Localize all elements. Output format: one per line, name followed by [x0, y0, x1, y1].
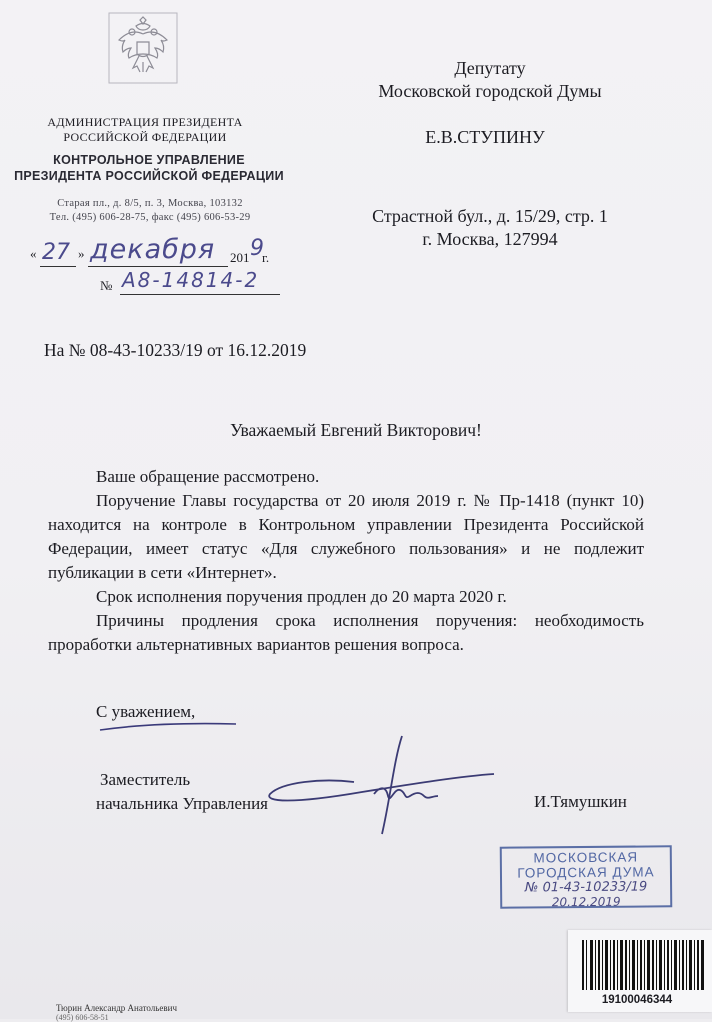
paragraph-3: Срок исполнения поручения продлен до 20 марта 2020 г. [96, 587, 507, 606]
closing: С уважением, [96, 702, 196, 721]
recipient-line-2: Московской городской Думы [378, 81, 602, 101]
outgoing-number [100, 270, 290, 296]
double-headed-eagle-emblem [108, 12, 178, 84]
recipient-address [340, 205, 640, 251]
stamp-date: 20.12.2019 [551, 894, 621, 910]
letter-body [48, 465, 644, 657]
signer-role [48, 768, 268, 816]
sender-administration [30, 115, 260, 145]
recipient-line-1: Депутату [454, 58, 526, 78]
signer-role-line-2: начальника Управления [96, 794, 268, 813]
closing-underline-stroke [96, 718, 246, 734]
date-year-suffix: 9 [250, 236, 264, 261]
paragraph-2: Поручение Главы государства от 20 июля 2019 г. № Пр-1418 (пункт 10) находится на контроле в Контрольном управлении Президента Российской Федерации, имеет статус «Для служебного пользования» и не подлежит публикации в сети «Интернет». [48, 491, 644, 582]
reference-line: На № 08-43-10233/19 от 16.12.2019 [44, 340, 307, 360]
number-value: А8-14814-2 [122, 268, 260, 292]
date-year-letter: г. [262, 250, 270, 265]
recipient-name: Е.В.СТУПИНУ [425, 127, 545, 147]
recipient-street: Страстной бул., д. 15/29, стр. 1 [372, 206, 608, 226]
signer-role-line-1: Заместитель [100, 770, 191, 789]
recipient-city: г. Москва, 127994 [422, 229, 558, 249]
executor-phone: (495) 606-58-51 [56, 1013, 109, 1022]
number-sign: № [100, 278, 113, 293]
sender-department [14, 152, 284, 184]
handwritten-signature [262, 730, 502, 840]
admin-line-1: АДМИНИСТРАЦИЯ ПРЕЗИДЕНТА [47, 115, 243, 129]
greeting: Уважаемый Евгений Викторович! [230, 420, 482, 440]
sender-address [20, 197, 280, 225]
stamp-number: № 01-43-10233/19 [524, 879, 648, 896]
date-year-prefix: 201 [230, 250, 250, 265]
executor-name: Тюрин Александр Анатольевич [56, 1003, 177, 1013]
dept-line-2: ПРЕЗИДЕНТА РОССИЙСКОЙ ФЕДЕРАЦИИ [14, 169, 284, 183]
barcode-icon [568, 930, 712, 992]
outgoing-date: « 27 » декабря 201 9 г. [30, 234, 270, 265]
signer-name: И.Тямушкин [534, 792, 627, 811]
sender-phones: Тел. (495) 606-28-75, факс (495) 606-53-29 [49, 212, 251, 223]
barcode-number: 19100046344 [601, 994, 673, 1006]
stamp-line-2: ГОРОДСКАЯ ДУМА [517, 864, 655, 881]
recipient-title [345, 57, 635, 103]
date-month: декабря [90, 234, 216, 265]
date-day: 27 [42, 240, 70, 265]
paragraph-4: Причины продления срока исполнения поручения: необходимость проработки альтернативных вариантов решения вопроса. [48, 611, 644, 654]
stamp-line-1: МОСКОВСКАЯ [533, 849, 639, 866]
dept-line-1: КОНТРОЛЬНОЕ УПРАВЛЕНИЕ [53, 153, 245, 167]
paragraph-1: Ваше обращение рассмотрено. [96, 467, 320, 486]
registration-stamp [500, 845, 673, 908]
sender-street: Старая пл., д. 8/5, п. 3, Москва, 103132 [57, 198, 243, 209]
admin-line-2: РОССИЙСКОЙ ФЕДЕРАЦИИ [63, 130, 227, 144]
